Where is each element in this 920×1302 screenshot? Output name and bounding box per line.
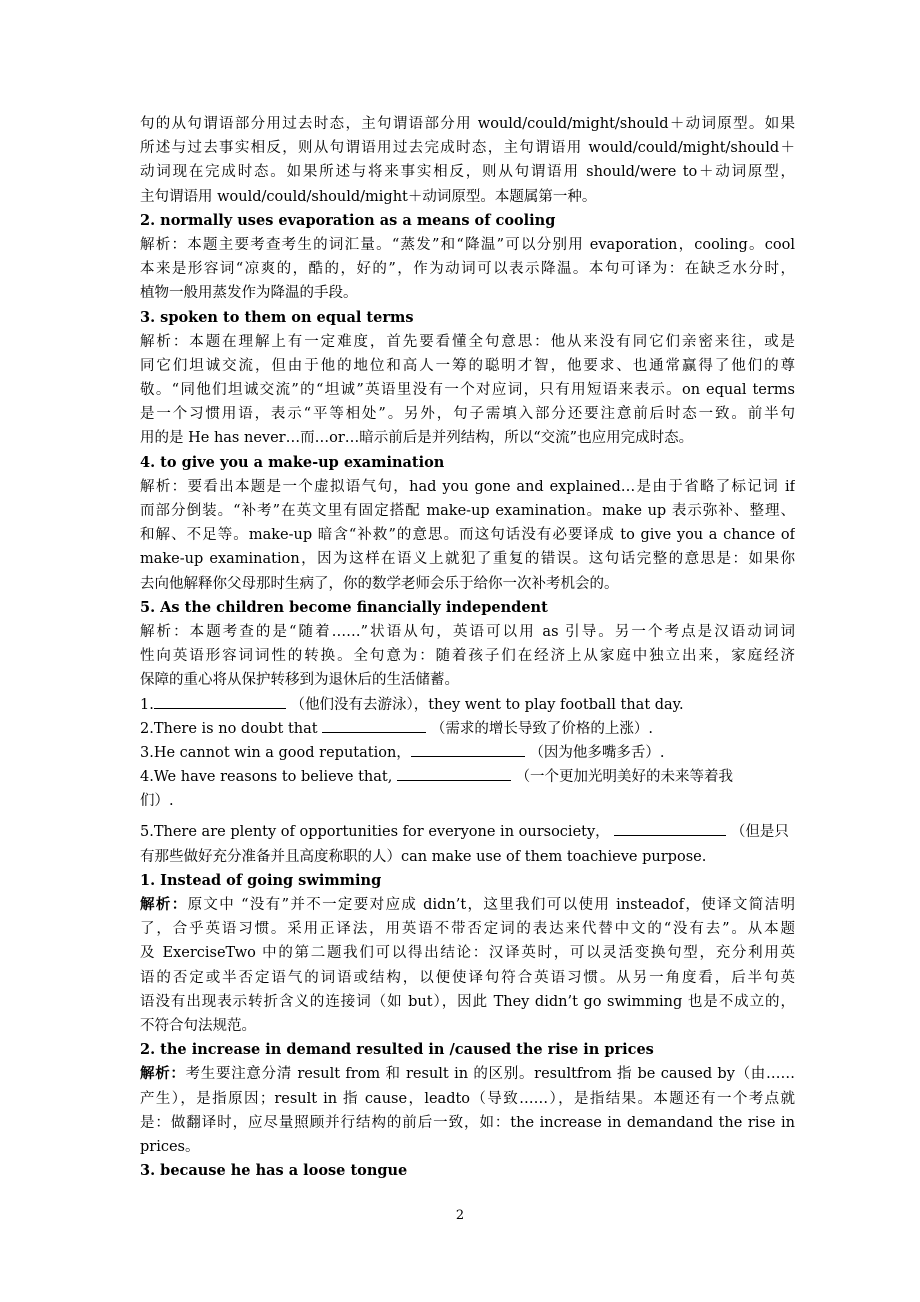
answer-heading: 3. spoken to them on equal terms: [140, 308, 414, 326]
exercise-hint: （因为他多嘴多舌）: [529, 744, 660, 761]
text-line: 植物一般用蒸发作为降温的手段。: [140, 285, 358, 302]
answer-blank: [411, 742, 525, 757]
answer-heading: 5. As the children become financially independent: [140, 598, 548, 616]
text-line: 用的是 He has never…而…or…暗示前后是并列结构，所以“交流”也应用完成时态。: [140, 430, 694, 447]
exercise-3: [140, 741, 795, 765]
exercise-hint: （需求的增长导致了价格的上涨）: [430, 720, 649, 737]
exercise-text: 4.We have reasons to believe that,: [140, 769, 393, 786]
text-line: 保障的重心将从保护转移到为退休后的生活储蓄。: [140, 672, 459, 689]
answer-blank: [397, 766, 511, 781]
answer-heading: 4. to give you a make-up examination: [140, 453, 445, 471]
text-line: 和解、不足等。make-up 暗含“补救”的意思。而这句话没有必要译成 to give you a chance of: [140, 527, 795, 544]
analysis-line: [140, 1062, 795, 1086]
text-line: 是：做翻译时，应尽量照顾并行结构的前后一致，如：the increase in demandand the rise in: [140, 1114, 795, 1131]
text-line: 解析：本题主要考查考生的词汇量。“蒸发”和“降温”可以分别用 evaporation，cooling。cool: [140, 236, 795, 253]
exercise-text: .: [659, 744, 665, 761]
exercise-hint: （但是只: [730, 824, 789, 841]
document-page: [140, 112, 795, 1183]
answer-blank: [154, 694, 286, 709]
text-line: 句的从句谓语部分用过去时态，主句谓语部分用 would/could/might/should＋动词原型。如果: [140, 116, 795, 132]
answer-heading: 2. the increase in demand resulted in /caused the rise in prices: [140, 1041, 654, 1059]
exercise-text: 5.There are plenty of opportunities for everyone in oursociety，: [140, 824, 610, 841]
exercise-text: .: [648, 720, 653, 737]
analysis-line: [140, 893, 795, 917]
analysis-text: 考生要注意分清 result from 和 result in 的区别。resultfrom 指 be caused by（由……: [185, 1066, 795, 1083]
exercise-2: [140, 717, 795, 741]
exercise-4: [140, 765, 795, 789]
exercise-hint: （他们没有去游泳）: [290, 696, 414, 713]
text-line: 敬。“同他们坦诚交流”的“坦诚”英语里没有一个对应词，只有用短语来表示。on equal terms: [140, 382, 795, 399]
text-line: 语没有出现表示转折含义的连接词（如 but），因此 They didn’t go swimming 也是不成立的，: [140, 993, 795, 1010]
text-line: 解析：本题考查的是“随着……”状语从句，英语可以用 as 引导。另一个考点是汉语动词词: [140, 623, 795, 640]
exercise-text: ，they went to play football that day.: [413, 696, 684, 713]
text-line: 同它们坦诚交流，但由于他的地位和高人一筹的聪明才智，他要求、也通常赢得了他们的尊: [140, 357, 795, 374]
text-line: 所述与过去事实相反，则从句谓语用过去完成时态，主句谓语用 would/could/might/should＋: [140, 140, 795, 157]
exercise-5-continued: 有那些做好充分准备并且高度称职的人）can make use of them toachieve purpose.: [140, 848, 707, 865]
answer-heading: 2. normally uses evaporation as a means of cooling: [140, 211, 556, 229]
text-line: 是一个习惯用语，表示“平等相处”。另外，句子需填入部分还要注意前后时态一致。前半句: [140, 406, 795, 423]
spacer: [140, 813, 795, 820]
text-line: 本来是形容词“凉爽的，酷的，好的”，作为动词可以表示降温。本句可译为：在缺乏水分时，: [140, 261, 795, 278]
text-line: 主句谓语用 would/could/should/might＋动词原型。本题属第一种。: [140, 188, 597, 205]
answer-blank: [614, 821, 726, 836]
text-line: prices。: [140, 1138, 200, 1155]
text-line: 解析：要看出本题是一个虚拟语气句，had you gone and explained…是由于省略了标记词 if: [140, 478, 795, 495]
text-line: 不符合句法规范。: [140, 1017, 256, 1034]
exercise-text: 3.He cannot win a good reputation，: [140, 744, 411, 761]
page-number: 2: [455, 1208, 465, 1223]
exercise-hint: （一个更加光明美好的未来等着我: [515, 769, 734, 786]
analysis-text: 原文中 “没有”并不一定要对应成 didn’t，这里我们可以使用 insteadof，使译文简洁明: [187, 897, 795, 913]
answer-blank: [322, 718, 426, 733]
exercise-4-continued: 们）.: [140, 793, 174, 810]
exercise-5: [140, 820, 795, 844]
text-line: make-up examination，因为这样在语义上就犯了重复的错误。这句话完整的意思是：如果你: [140, 551, 795, 568]
text-line: 解析：本题在理解上有一定难度，首先要看懂全句意思：他从来没有同它们亲密来往，或是: [140, 333, 795, 350]
answer-heading: 3. because he has a loose tongue: [140, 1162, 408, 1180]
exercise-text: 2.There is no doubt that: [140, 720, 318, 737]
text-line: 了，合乎英语习惯。采用正译法，用英语不带否定词的表达来代替中文的“没有去”。从本题: [140, 921, 795, 938]
answer-heading: 1. Instead of going swimming: [140, 871, 382, 889]
text-line: 动词现在完成时态。如果所述与将来事实相反，则从句谓语用 should/were to＋动词原型，: [140, 164, 795, 181]
text-line: 语的否定或半否定语气的词语或结构，以便使译句符合英语习惯。从另一角度看，后半句英: [140, 969, 795, 986]
text-line: 去向他解释你父母那时生病了，你的数学老师会乐于给你一次补考机会的。: [140, 575, 619, 592]
exercise-1: [140, 693, 795, 717]
analysis-label: 解析：: [140, 896, 188, 913]
analysis-label: 解析：: [140, 1065, 186, 1083]
exercise-number: 1.: [140, 696, 154, 713]
text-line: 产生），是指原因；result in 指 cause，leadto（导致……），是指结果。本题还有一个考点就: [140, 1090, 795, 1107]
text-line: 及 ExerciseTwo 中的第二题我们可以得出结论：汉译英时，可以灵活变换句型，充分利用英: [140, 945, 795, 962]
text-line: 性向英语形容词词性的转换。全句意为：随着孩子们在经济上从家庭中独立出来，家庭经济: [140, 648, 795, 665]
text-line: 而部分倒装。“补考”在英文里有固定搭配 make-up examination。make up 表示弥补、整理、: [140, 503, 795, 519]
